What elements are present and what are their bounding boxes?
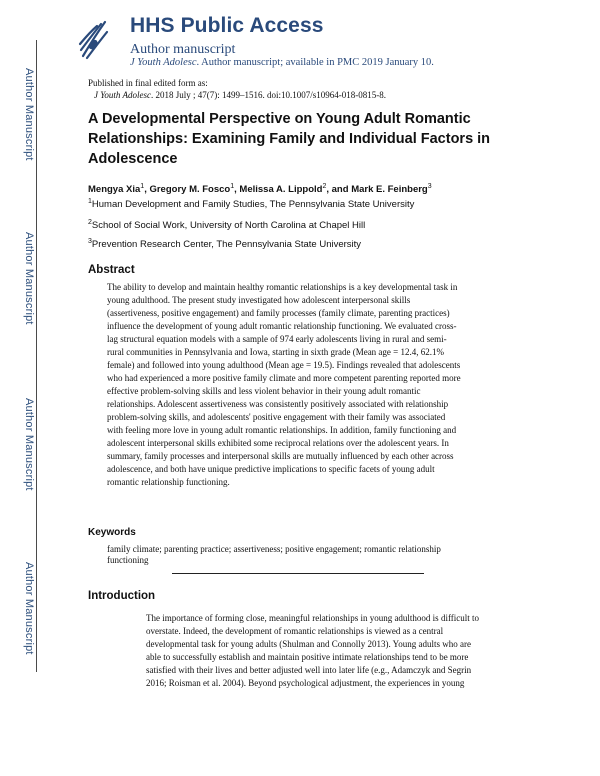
published-journal: J Youth Adolesc bbox=[94, 90, 152, 100]
author-manuscript-label: Author Manuscript bbox=[23, 562, 35, 655]
affiliation-text: Prevention Research Center, The Pennsylvania State University bbox=[91, 239, 362, 250]
abstract-line: problem-solving skills, and adolescents' positive engagement with their family was associated bbox=[107, 412, 446, 422]
abstract-line: rural communities in Pennsylvania and Iowa, starting in sixth grade (Mean age = 12.4, 62.1% bbox=[107, 347, 444, 357]
author-manuscript-label: Author Manuscript bbox=[23, 232, 35, 325]
keywords-line: functioning bbox=[107, 555, 149, 565]
author-separator: , and bbox=[326, 184, 352, 195]
abstract-line: The ability to develop and maintain healthy romantic relationships is a key developmental task in bbox=[107, 282, 458, 292]
author-manuscript-label: Author Manuscript bbox=[23, 68, 35, 161]
author-name: Mengya Xia bbox=[88, 184, 141, 195]
introduction-line: The importance of forming close, meaningful relationships in young adulthood is difficult to bbox=[146, 613, 480, 623]
abstract-line: lag structural equation models with a sample of 974 early adolescents living in rural and semi- bbox=[107, 334, 447, 344]
abstract-line: adolescence, and both have unique predictive implications to specific facets of young adult bbox=[107, 464, 435, 474]
title-line: A Developmental Perspective on Young Adult Romantic bbox=[88, 111, 471, 127]
published-details: . 2018 July ; 47(7): 1499–1516. doi:10.1007/s10964-018-0815-8. bbox=[151, 90, 387, 100]
journal-name: J Youth Adolesc bbox=[130, 57, 197, 68]
affiliation bbox=[88, 238, 361, 250]
introduction-line: overstate. Indeed, the development of romantic relationships is viewed as a central bbox=[146, 626, 444, 636]
affiliation-text: School of Social Work, University of North Carolina at Chapel Hill bbox=[91, 220, 366, 231]
title-line: Relationships: Examining Family and Individual Factors in bbox=[88, 131, 491, 147]
abstract-line: relationships. Adolescent assertiveness was consistently positively associated with relationship bbox=[107, 399, 449, 409]
author-affiliation-marker: 1 bbox=[140, 183, 145, 190]
introduction-line: developmental task for young adults (Shulman and Connolly 2013). Young adults who are bbox=[146, 639, 471, 649]
author-name: Gregory M. Fosco bbox=[149, 184, 231, 195]
published-citation bbox=[94, 90, 386, 100]
abstract-line: summary, family processes and interpersonal skills are mutually influenced by each other across bbox=[107, 451, 454, 461]
abstract-line: influence the development of young adult romantic relationship functioning. We evaluated cross- bbox=[107, 321, 457, 331]
affiliation bbox=[88, 198, 414, 210]
abstract-line: effective problem-solving skills and less violent behavior in their young adult romantic bbox=[107, 386, 421, 396]
hhs-public-access-title: HHS Public Access bbox=[130, 14, 324, 37]
abstract-line: who had experienced a more positive family climate and more competent parenting reported more bbox=[107, 373, 461, 383]
author-manuscript-label: Author Manuscript bbox=[23, 398, 35, 491]
introduction-line: 2016; Roisman et al. 2004). Beyond psychological adjustment, the experiences in young bbox=[146, 678, 465, 688]
affiliation-marker: 1 bbox=[88, 198, 92, 205]
margin-rule bbox=[36, 40, 37, 672]
title-line: Adolescence bbox=[88, 151, 178, 167]
abstract-body bbox=[107, 281, 519, 489]
author-affiliation-marker: 3 bbox=[427, 183, 432, 190]
author-manuscript-subtitle: Author manuscript bbox=[130, 42, 236, 57]
introduction-body bbox=[146, 612, 522, 690]
abstract-heading: Abstract bbox=[88, 264, 135, 276]
abstract-line: (assertiveness, positive engagement) and family processes (family climate, parenting practices) bbox=[107, 308, 450, 318]
affiliation-marker: 3 bbox=[88, 238, 92, 245]
introduction-line: satisfied with their lives and better adjusted well into later life (e.g., Adamczyk and Segrin bbox=[146, 665, 472, 675]
hhs-eagle-logo-icon bbox=[77, 16, 109, 62]
introduction-line: able to successfully establish and maintain positive intimate relationships tend to be more bbox=[146, 652, 469, 662]
manuscript-availability bbox=[130, 57, 434, 68]
author-affiliation-marker: 1 bbox=[230, 183, 235, 190]
published-heading: Published in final edited form as: bbox=[88, 78, 208, 88]
author-separator: , bbox=[234, 184, 240, 195]
availability-text: . Author manuscript; available in PMC 2019 January 10. bbox=[196, 57, 434, 68]
keywords-line: family climate; parenting practice; assertiveness; positive engagement; romantic relationship bbox=[107, 544, 441, 554]
keywords-heading: Keywords bbox=[88, 527, 136, 538]
affiliation bbox=[88, 219, 365, 231]
abstract-line: young adulthood. The present study investigated how adolescent interpersonal skills bbox=[107, 295, 411, 305]
abstract-line: female) and followed into young adulthood (Mean age = 19.5). Findings revealed that adolescents bbox=[107, 360, 461, 370]
author-name: Melissa A. Lippold bbox=[239, 184, 323, 195]
author-separator: , bbox=[144, 184, 150, 195]
author-affiliation-marker: 2 bbox=[322, 183, 327, 190]
section-divider bbox=[172, 573, 424, 574]
abstract-line: romantic relationship functioning. bbox=[107, 477, 230, 487]
author-list bbox=[88, 183, 432, 195]
article-title bbox=[88, 109, 558, 169]
keywords-body bbox=[107, 544, 487, 566]
affiliation-text: Human Development and Family Studies, The Pennsylvania State University bbox=[91, 199, 415, 210]
introduction-heading: Introduction bbox=[88, 590, 156, 602]
abstract-line: adolescent interpersonal skills exhibited some reciprocal relations over the adolescent years. In bbox=[107, 438, 449, 448]
author-name: Mark E. Feinberg bbox=[351, 184, 428, 195]
abstract-line: with feeling more love in young adult romantic relationships. In addition, family functioning and bbox=[107, 425, 457, 435]
affiliation-marker: 2 bbox=[88, 219, 92, 226]
